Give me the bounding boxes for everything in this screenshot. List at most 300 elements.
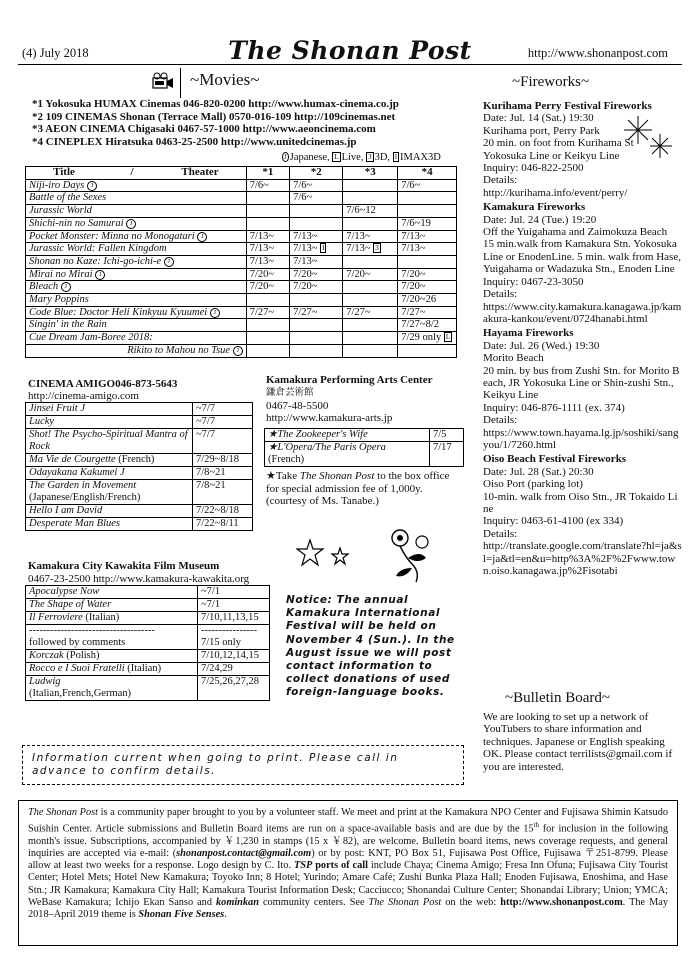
kpac-url[interactable]: http://www.kamakura-arts.jp xyxy=(266,412,393,424)
cinema-row xyxy=(32,123,399,136)
kawakita-contact: 0467-23-2500 http://www.kamakura-kawakita.org xyxy=(28,573,250,585)
japanese-icon: J xyxy=(284,153,287,161)
date-cell-c2 xyxy=(290,319,343,332)
date-cell-c1 xyxy=(246,332,289,345)
date-cell-c1 xyxy=(246,255,289,268)
language-note: (Italian) xyxy=(82,612,120,623)
bulletin-title: ~Bulletin Board~ xyxy=(505,690,610,706)
date-value: 7/15 only xyxy=(201,637,241,648)
event-link[interactable]: https://www.town.hayama.lg.jp/soshiki/sangyou/1/7260.html xyxy=(483,426,679,451)
cinema-url[interactable]: http://www.humax-cinema.co.jp xyxy=(248,98,399,110)
cinema-mark: *4 xyxy=(32,135,43,148)
table-row xyxy=(26,612,270,625)
table-row xyxy=(26,650,270,663)
language-note: (Japanese/English/French) xyxy=(29,492,141,503)
amigo-title-cell xyxy=(26,505,193,518)
amigo-title-cell xyxy=(26,403,193,416)
cinema-name: 109 CINEMAS Shonan (Terrace Mall) xyxy=(45,110,227,123)
issue-date: (4) July 2018 xyxy=(22,46,89,60)
date-value: 7/13~ xyxy=(293,255,318,267)
event-line: Inquiry: 046-876-1111 (ex. 374) xyxy=(483,401,625,414)
date-cell-c3 xyxy=(343,255,398,268)
table-row xyxy=(26,599,270,612)
kpac-title-cell xyxy=(265,442,430,467)
fireworks-event xyxy=(483,327,683,451)
date-value: 7/6~ xyxy=(249,179,269,191)
movie-title: Korczak xyxy=(29,650,64,661)
date-value: 7/13~ xyxy=(401,243,426,255)
date-value: 7/13~ xyxy=(401,230,426,242)
header-rule xyxy=(18,64,682,65)
date-cell-c3 xyxy=(343,205,398,218)
cinema-name: CINEPLEX Hiratsuka xyxy=(45,135,154,148)
movie-title: Rocco e I Suoi Fratelli xyxy=(29,663,125,674)
date-cell-c1 xyxy=(246,205,289,218)
table-row xyxy=(26,281,457,294)
fireworks-list xyxy=(483,100,683,579)
table-row xyxy=(26,429,253,454)
date-cell-c4 xyxy=(398,319,457,332)
kpac-date: 7/5 xyxy=(430,429,464,442)
event-line: 10-min. walk from Oiso Stn., JR Tokaido Line xyxy=(483,490,678,515)
language-note: (French) xyxy=(268,454,305,465)
table-row xyxy=(26,344,457,357)
movie-title: Bleach xyxy=(29,281,59,293)
table-row xyxy=(26,663,270,676)
table-row xyxy=(26,454,253,467)
date-value: 7/6~ xyxy=(293,179,313,191)
movie-title-cell xyxy=(26,294,247,307)
bulletin-text: We are looking to set up a network of YouTubers to share information and techniques. Japanese or English speaking OK. Please contact terrilists@gmail.com if you are interested. xyxy=(483,711,673,773)
language-note: (Polish) xyxy=(63,650,100,661)
event-line: 20 min. on foot from Kurihama St xyxy=(483,137,634,150)
col-c3: *3 xyxy=(343,167,398,180)
kpac-note: ★Take The Shonan Post to the box office for special admission fee of 1,000y. (courtesy of Ms. Tanabe.) xyxy=(266,470,450,507)
event-line: Kurihama port, Perry Park xyxy=(483,124,600,137)
date-cell-c2 xyxy=(290,217,343,230)
movie-title-cell xyxy=(26,268,247,281)
date-cell-c3 xyxy=(343,243,398,256)
movie-title-cell xyxy=(26,230,247,243)
table-row xyxy=(26,205,457,218)
kpac-contact xyxy=(266,387,392,425)
fireworks-event xyxy=(483,201,683,325)
imax-icon: I xyxy=(394,153,398,161)
date-cell-c4 xyxy=(398,230,457,243)
event-line: Inquiry: 0467-23-3050 xyxy=(483,275,584,288)
date-cell-c3 xyxy=(343,344,398,357)
japanese-icon: J xyxy=(61,282,71,292)
date-cell-c1 xyxy=(246,179,289,192)
language-note: (Italian) xyxy=(124,663,162,674)
date-value: 7/13~ xyxy=(293,243,318,255)
kawakita-title-cell xyxy=(26,625,198,650)
table-row xyxy=(26,403,253,416)
table-row xyxy=(26,179,457,192)
date-cell-c4 xyxy=(398,281,457,294)
movie-title-cell xyxy=(26,179,247,192)
cinema-row xyxy=(32,98,399,111)
date-value: 7/20~ xyxy=(249,281,275,293)
movie-title-cell xyxy=(26,243,247,256)
date-cell-c4 xyxy=(398,306,457,319)
cinema-name: AEON CINEMA Chigasaki xyxy=(45,123,175,136)
cinema-mark: *2 xyxy=(32,110,43,123)
cinema-url[interactable]: http://109cinemas.net xyxy=(294,110,396,123)
legend-live: Live, xyxy=(341,152,364,163)
kpac-heading: Kamakura Performing Arts Center xyxy=(266,374,433,386)
festival-notice: Notice: The annual Kamakura International Festival will be held on November 4 (Sun.). In the August issue we will post contact information to collect donations of used foreign-language books. xyxy=(286,594,455,699)
kpac-date: 7/17 xyxy=(430,442,464,467)
date-cell-c1 xyxy=(246,268,289,281)
event-link[interactable]: http://kurihama.info/event/perry/ xyxy=(483,186,628,199)
amigo-title-cell xyxy=(26,429,193,454)
date-value: 7/27~ xyxy=(293,306,318,318)
date-value: 7/27~ xyxy=(346,306,371,318)
table-row xyxy=(26,676,270,701)
date-cell-c2 xyxy=(290,306,343,319)
movie-title: Shichi-nin no Samurai xyxy=(29,217,124,229)
date-value: 7/27~ xyxy=(401,306,426,318)
date-cell-c4 xyxy=(398,332,457,345)
cinema-url[interactable]: http://www.unitedcinemas.jp xyxy=(220,135,357,148)
kawakita-date: ~7/1 xyxy=(198,586,270,599)
movie-title-cell xyxy=(26,281,247,294)
date-value: 7/13~ xyxy=(346,230,371,242)
event-link[interactable]: https://www.city.kamakura.kanagawa.jp/kamakura-kankou/event/0724hanabi.html xyxy=(483,300,682,325)
japanese-icon: J xyxy=(95,270,105,280)
date-cell-c2 xyxy=(290,281,343,294)
event-line: Inquiry: 0463-61-4100 (ex 334) xyxy=(483,515,624,528)
japanese-icon: J xyxy=(233,346,243,356)
col-c4: *4 xyxy=(398,167,457,180)
movies-table xyxy=(25,166,457,358)
live-icon: L xyxy=(334,153,339,161)
cinema-mark: *3 xyxy=(32,123,43,136)
kawakita-title-cell xyxy=(26,663,198,676)
footer-text: The Shonan Post is a community paper brought to you by a volunteer staff. We meet and print at the Kamakura NPO Center and Fujisawa Shimin Katsudo Suishin Center. Article submissions and Bulletin Board items are run on a space-available basis and are due by the 15th for inclusion in the following month's issue. Subscriptions, accompanied by ￥1,230 in stamps (15 x ￥82), are welcome. Bulletin board items, news coverage requests, and general inquiries are accepted via e-mail: (shonanpost.contact@gmail.com) or by post: KNT, PO Box 51, Fujisawa Post Office, Fujisawa 〒251-8799. Please allow at least two weeks for a response. Logo design by C. Ito. TSP ports of call include Chaya; Cinema Amigo; Fresa Inn Ofuna; Fujisawa City Tourist Center; Hotel Mets; Hotel New Kamakura; Toyoko Inn; 8 Hotel; Yurindo; Amare Café; Zushi Bunka Plaza Hall; Enoden Fujisawa, Enoshima, and Hase Stn.; JR Kamakura; Kamakura City Hall; Kamakura Tourist Information Desk; Cacciucco; Shonandai Culture Center; Shonandai Library; Union; YMCA; WeBase Kamakura; Ichijo Ekan Sanso and kominkan community centers. See The Shonan Post on the web: http://www.shonanpost.com. The May 2018–April 2019 theme is Shonan Five Senses. xyxy=(28,807,669,921)
date-cell-c2 xyxy=(290,344,343,357)
event-name: Oiso Beach Festival Fireworks xyxy=(483,453,627,466)
stars-icon xyxy=(296,538,356,568)
cinema-tel: 0570-016-109 xyxy=(228,110,292,123)
kawakita-date xyxy=(198,625,270,650)
morning-glory-icon xyxy=(386,528,436,584)
event-name: Kamakura Fireworks xyxy=(483,201,586,214)
kawakita-title-cell xyxy=(26,650,198,663)
movie-title: Jurassic World xyxy=(29,205,92,217)
table-row xyxy=(26,294,457,307)
movie-title: Singin' in the Rain xyxy=(29,319,107,331)
japanese-icon: J xyxy=(126,219,136,229)
movie-title: Apocalypse Now xyxy=(29,586,100,597)
film-projector-icon xyxy=(152,72,174,90)
info-text: Information current when going to print. Please call in advance to confirm details. xyxy=(32,752,399,777)
legend-japanese: Japanese, xyxy=(289,152,330,163)
amigo-title-cell xyxy=(26,467,193,480)
movies-title: ~Movies~ xyxy=(190,70,260,89)
amigo-title-cell xyxy=(26,518,193,531)
movie-title: Code Blue: Doctor Heli Kinkyuu Kyuumei xyxy=(29,306,208,318)
table-row xyxy=(26,306,457,319)
movie-title-cell xyxy=(26,319,247,332)
movie-title: ★L'Opera/The Paris Opera xyxy=(268,442,386,453)
date-cell-c4 xyxy=(398,344,457,357)
movie-title: Jurassic World: Fallen Kingdom xyxy=(29,243,167,255)
table-row xyxy=(26,243,457,256)
table-row xyxy=(26,518,253,531)
language-note: (Italian,French,German) xyxy=(29,688,132,699)
table-row xyxy=(265,429,464,442)
event-line: Off the Yuigahama and Zaimokuza Beach xyxy=(483,226,668,239)
movie-title: Mirai no Mirai xyxy=(29,268,93,280)
amigo-date: 7/8~21 xyxy=(193,467,253,480)
movie-title: Niji-iro Days xyxy=(29,179,85,191)
event-line: Details: xyxy=(483,288,518,301)
japanese-icon: J xyxy=(80,403,85,414)
date-cell-c3 xyxy=(343,281,398,294)
kawakita-title-cell xyxy=(26,599,198,612)
movie-title: Il Ferroviere xyxy=(29,612,83,623)
date-cell-c4 xyxy=(398,192,457,205)
movie-title: Mary Poppins xyxy=(29,294,89,306)
event-line: Details: xyxy=(483,174,518,187)
amigo-date: ~7/7 xyxy=(193,403,253,416)
event-line: Date: Jul. 24 (Tue.) 19:20 xyxy=(483,213,597,226)
date-value: 7/20~ xyxy=(401,281,426,293)
date-cell-c4 xyxy=(398,179,457,192)
movie-title: Lucky xyxy=(29,416,55,427)
date-value: 7/13~ xyxy=(293,230,318,242)
language-note: (French) xyxy=(115,454,155,465)
date-cell-c2 xyxy=(290,205,343,218)
date-cell-c1 xyxy=(246,319,289,332)
fireworks-title: ~Fireworks~ xyxy=(512,74,590,90)
date-cell-c1 xyxy=(246,192,289,205)
date-cell-c3 xyxy=(343,179,398,192)
legend-3d: 3D, xyxy=(374,152,391,163)
col-title-theater: Title / Theater xyxy=(26,167,247,180)
date-cell-c2 xyxy=(290,243,343,256)
event-line: 20 min. by bus from Zushi Stn. for Morito Beach, JR Yokosuka Line or Shin-zushi Stn., Keikyu Line xyxy=(483,364,680,402)
table-row xyxy=(26,416,253,429)
event-line: Oiso Port (parking lot) xyxy=(483,478,583,491)
amigo-date: 7/22~8/11 xyxy=(193,518,253,531)
date-cell-c1 xyxy=(246,217,289,230)
comment-note: followed by comments xyxy=(29,637,126,648)
movie-title: Ludwig xyxy=(29,676,61,687)
table-row xyxy=(26,625,270,650)
date-value: 7/6~19 xyxy=(401,217,431,229)
date-value: 7/20~ xyxy=(293,281,318,293)
col-c2: *2 xyxy=(290,167,343,180)
date-cell-c3 xyxy=(343,217,398,230)
date-value: 7/27~ xyxy=(249,306,275,318)
event-line: Morito Beach xyxy=(483,352,544,365)
date-value: 7/20~ xyxy=(293,268,318,280)
movies-table-header xyxy=(26,167,457,180)
kawakita-title-cell xyxy=(26,612,198,625)
format-legend xyxy=(282,152,441,163)
event-name: Hayama Fireworks xyxy=(483,327,574,340)
event-line: Date: Jul. 28 (Sat.) 20:30 xyxy=(483,465,594,478)
japanese-icon: J xyxy=(164,257,174,267)
movie-title-cell xyxy=(26,306,247,319)
date-cell-c3 xyxy=(343,192,398,205)
movie-title: Odayakana Kakumei xyxy=(29,467,118,478)
movie-title: The Shape of Water xyxy=(29,599,112,610)
kawakita-date: ~7/1 xyxy=(198,599,270,612)
japanese-icon: J xyxy=(119,467,125,478)
date-value: 7/20~ xyxy=(249,268,275,280)
date-cell-c2 xyxy=(290,255,343,268)
amigo-date: 7/29~8/18 xyxy=(193,454,253,467)
table-row xyxy=(26,255,457,268)
movie-title: Battle of the Sexes xyxy=(29,192,107,204)
fireworks-event xyxy=(483,100,683,199)
movie-title: Rikito to Mahou no Tsue xyxy=(127,344,231,356)
format-tag: L xyxy=(445,333,451,342)
amigo-table xyxy=(25,402,253,531)
movie-title: ★The Zookeeper's Wife xyxy=(268,429,368,440)
movie-title-cell xyxy=(26,205,247,218)
table-row xyxy=(26,586,270,599)
japanese-icon: J xyxy=(210,308,220,318)
amigo-date: ~7/7 xyxy=(193,416,253,429)
event-link[interactable]: http://translate.google.com/translate?hl=ja&sl=ja&tl=en&u=http%3A%2F%2Fwww.town.oiso.kanagawa.jp%2Fisotabi xyxy=(483,540,682,578)
date-cell-c1 xyxy=(246,281,289,294)
date-value: 7/6~12 xyxy=(346,205,376,217)
kpac-jp-name: 鎌倉芸術館 xyxy=(266,387,314,398)
amigo-title-cell xyxy=(26,454,193,467)
date-cell-c3 xyxy=(343,230,398,243)
kawakita-title-cell xyxy=(26,586,198,599)
date-cell-c1 xyxy=(246,344,289,357)
cinema-tel: 0463-25-2500 xyxy=(155,135,219,148)
format-tag: 3 xyxy=(375,244,379,253)
kawakita-title-cell xyxy=(26,676,198,701)
table-row xyxy=(265,442,464,467)
table-row xyxy=(26,319,457,332)
movie-title-cell xyxy=(26,217,247,230)
separator: ---------------- xyxy=(201,625,257,636)
date-cell-c2 xyxy=(290,179,343,192)
movie-title: Ma Vie de Courgette xyxy=(29,454,116,465)
table-row xyxy=(26,505,253,518)
kpac-table xyxy=(264,428,464,467)
date-cell-c3 xyxy=(343,319,398,332)
amigo-date: 7/8~21 xyxy=(193,480,253,505)
contact-email[interactable]: shonanpost.contact@gmail.com xyxy=(176,848,312,860)
kawakita-table xyxy=(25,585,270,701)
movie-title: Jinsei Fruit xyxy=(29,403,78,414)
movie-title-cell xyxy=(26,192,247,205)
amigo-date: 7/22~8/18 xyxy=(193,505,253,518)
date-cell-c4 xyxy=(398,243,457,256)
kawakita-date: 7/24,29 xyxy=(198,663,270,676)
date-cell-c3 xyxy=(343,332,398,345)
date-value: 7/6~ xyxy=(401,179,421,191)
date-cell-c2 xyxy=(290,192,343,205)
amigo-heading: CINEMA AMIGO046-873-5643 xyxy=(28,378,178,390)
event-line: 15 min.walk from Kamakura Stn. Yokosuka Line or EnodenLine. 5 min. walk from Hase, Yuigahama or Wadazuka Stn., Enoden Line xyxy=(483,238,681,276)
date-value: 7/20~ xyxy=(346,268,371,280)
legend-imax: IMAX3D xyxy=(400,152,441,163)
date-cell-c4 xyxy=(398,268,457,281)
movie-title: Pocket Monster: Minna no Monogatari xyxy=(29,230,195,242)
table-row xyxy=(26,268,457,281)
date-value: 7/27~8/2 xyxy=(401,319,439,331)
movie-title-cell xyxy=(26,332,247,345)
amigo-title-cell xyxy=(26,480,193,505)
japanese-icon: J xyxy=(197,232,207,242)
date-cell-c1 xyxy=(246,243,289,256)
cinema-url[interactable]: http://www.aeoncinema.com xyxy=(242,123,376,136)
amigo-title-cell xyxy=(26,416,193,429)
movie-title: The Garden in Movement xyxy=(29,480,137,491)
date-cell-c4 xyxy=(398,294,457,307)
movie-title: Desperate Man Blues xyxy=(29,518,120,529)
cinema-row xyxy=(32,111,399,124)
date-value: 7/20~ xyxy=(401,268,426,280)
date-cell-c4 xyxy=(398,217,457,230)
cinema-list xyxy=(32,98,399,148)
table-row xyxy=(26,217,457,230)
date-value: 7/6~ xyxy=(293,192,313,204)
kawakita-date: 7/25,26,27,28 xyxy=(198,676,270,701)
event-line: Date: Jul. 14 (Sat.) 19:30 xyxy=(483,112,594,125)
date-cell-c1 xyxy=(246,306,289,319)
event-line: Inquiry: 046-822-2500 xyxy=(483,162,584,175)
table-row xyxy=(26,332,457,345)
date-cell-c3 xyxy=(343,306,398,319)
cinema-tel: 046-820-0200 xyxy=(183,98,246,110)
date-cell-c3 xyxy=(343,294,398,307)
table-row xyxy=(26,192,457,205)
kpac-title-cell xyxy=(265,429,430,442)
3d-icon: 3 xyxy=(368,153,372,161)
date-cell-c2 xyxy=(290,332,343,345)
date-cell-c2 xyxy=(290,268,343,281)
event-line: Yokosuka Line or Keikyu Line xyxy=(483,149,620,162)
format-tag: I xyxy=(322,244,325,253)
cinema-name: Yokosuka HUMAX Cinemas xyxy=(45,98,181,110)
movie-title: Hello I am David xyxy=(29,505,103,516)
date-cell-c2 xyxy=(290,294,343,307)
date-value: 7/13~ xyxy=(249,230,275,242)
movie-title-cell xyxy=(26,255,247,268)
event-line: Details: xyxy=(483,414,518,427)
footer-web-link[interactable]: http://www.shonanpost.com xyxy=(500,896,623,908)
date-cell-c3 xyxy=(343,268,398,281)
kpac-tel: 0467-48-5500 xyxy=(266,399,329,412)
movies-divider xyxy=(180,68,181,98)
date-value: 7/13~ xyxy=(346,243,371,255)
cinema-row xyxy=(32,136,399,149)
movie-title-cell xyxy=(26,344,247,357)
amigo-url[interactable]: http://cinema-amigo.com xyxy=(28,390,139,402)
movie-title: Shot! The Psycho-Spiritual Mantra of Rock xyxy=(29,429,188,452)
event-line: Details: xyxy=(483,527,518,540)
header-url[interactable]: http://www.shonanpost.com xyxy=(527,46,668,60)
date-value: 7/13~ xyxy=(249,255,275,267)
date-cell-c4 xyxy=(398,255,457,268)
date-cell-c4 xyxy=(398,205,457,218)
cinema-tel: 0467-57-1000 xyxy=(177,123,240,136)
event-line: Date: Jul. 26 (Wed.) 19:30 xyxy=(483,339,600,352)
movie-title: Cue Dream Jam-Boree 2018: xyxy=(29,332,153,344)
kawakita-date: 7/10,12,14,15 xyxy=(198,650,270,663)
